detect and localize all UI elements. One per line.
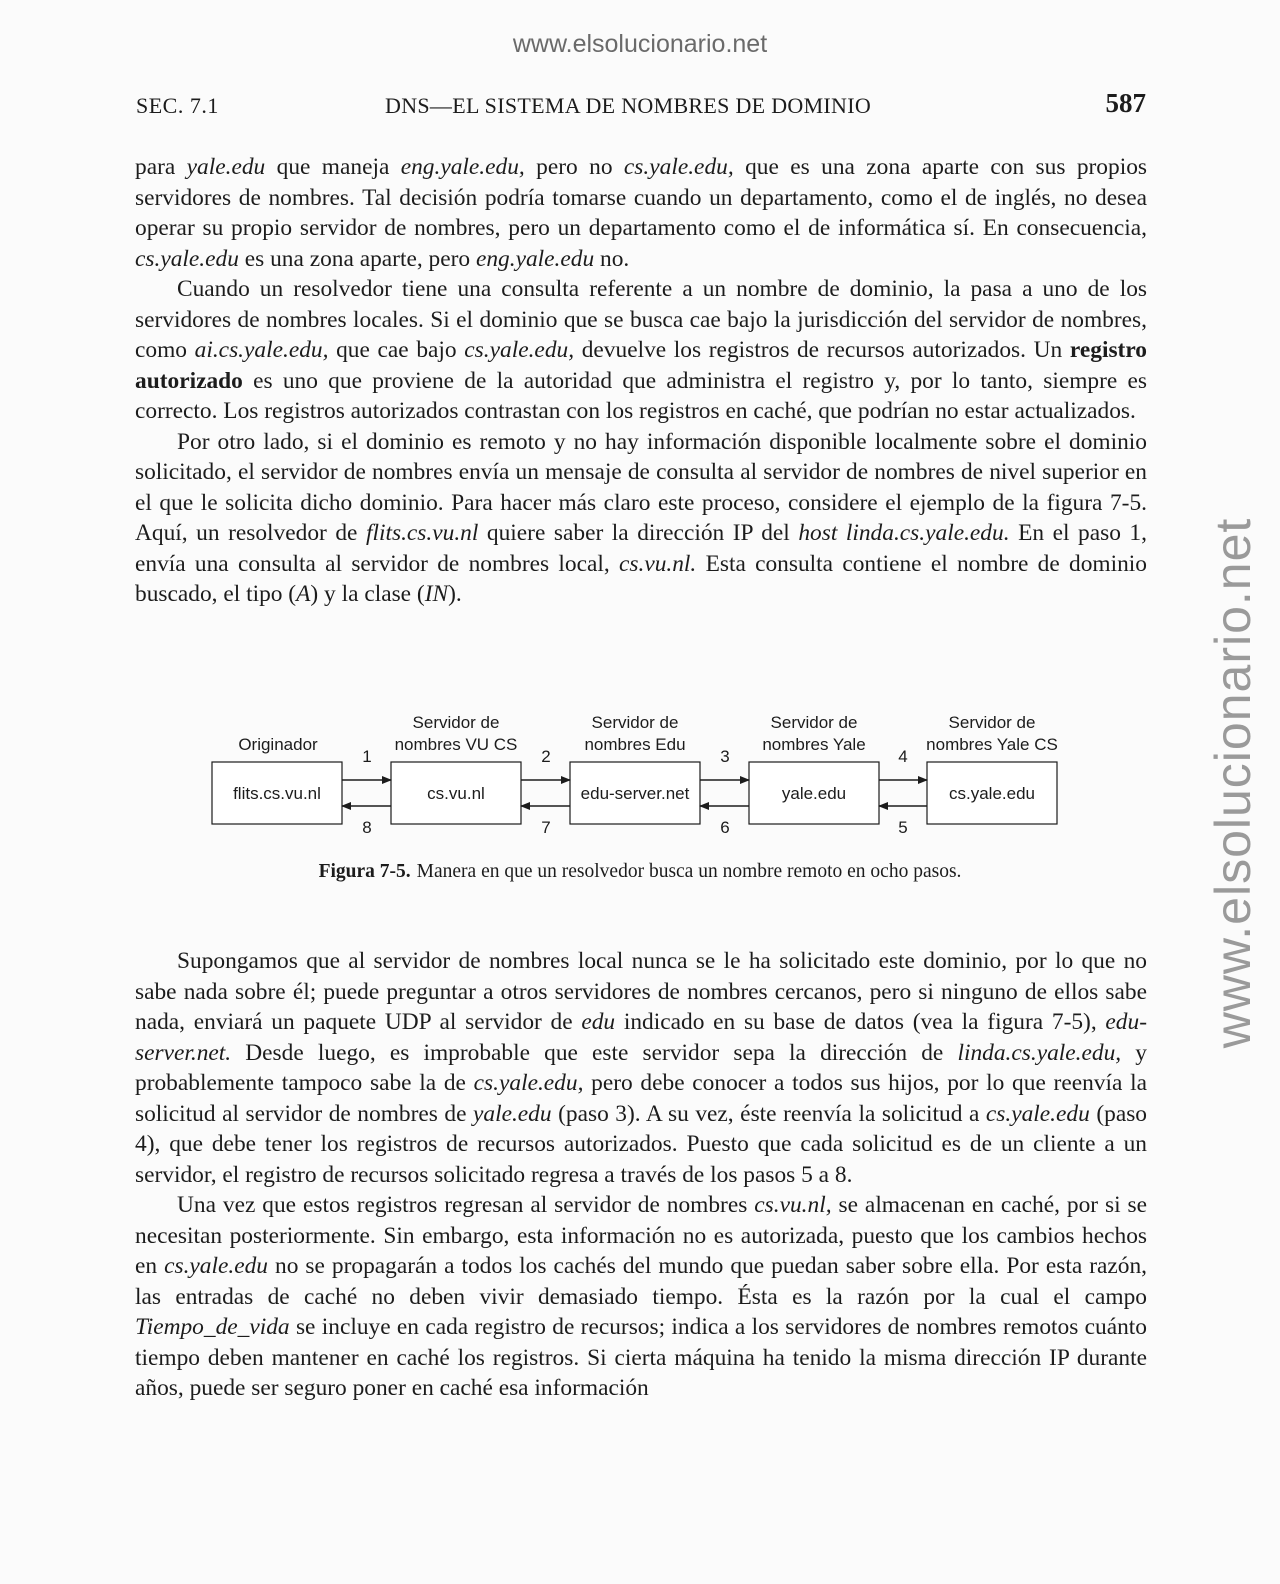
step-number: 1 bbox=[362, 747, 372, 766]
watermark-top: www.elsolucionario.net bbox=[512, 30, 768, 58]
paragraph: Cuando un resolvedor tiene una consulta referente a un nombre de dominio, la pasa a uno de los servidores de nombres locales. Si el dominio que se busca cae bajo la jurisdicción del servidor de nombres, como ai.cs.yale.edu, que cae bajo cs.yale.edu, devuelve los registros de recursos autorizados. Un registro autorizado es uno que proviene de la autoridad que administra el registro y, por lo tanto, siempre es correcto. Los registros autorizados contrastan con los registros en caché, que podrían no estar actualizados. bbox=[135, 276, 1147, 424]
step-number: 2 bbox=[541, 747, 551, 766]
node-label: Servidor de bbox=[412, 713, 500, 732]
node-box bbox=[212, 762, 342, 824]
step-number: 6 bbox=[720, 818, 730, 837]
node-label: nombres Edu bbox=[584, 735, 686, 754]
paragraph: Una vez que estos registros regresan al servidor de nombres cs.vu.nl, se almacenan en caché, por si se necesitan posteriormente. Sin embargo, esta información no es autorizada, puesto que los cambios hechos en cs.yale.edu no se propagarán a todos los cachés del mundo que puedan saber sobre ella. Por esta razón, las entradas de caché no deben vivir demasiado tiempo. Ésta es la razón por la cual el campo Tiempo_de_vida se incluye en cada registro de recursos; indica a los servidores de nombres remotos cuánto tiempo deben mantener en caché los registros. Si cierta máquina ha tenido la misma dirección IP durante años, puede ser seguro poner en caché esa información bbox=[135, 1192, 1148, 1401]
node-box-label: yale.edu bbox=[781, 784, 847, 803]
step-number: 4 bbox=[898, 747, 908, 766]
figure-caption bbox=[0, 861, 1280, 883]
node-box-label: edu-server.net bbox=[580, 784, 690, 803]
figure-caption-label: Figura 7-5. bbox=[318, 861, 411, 882]
node-label: Servidor de bbox=[770, 713, 858, 732]
step-number: 5 bbox=[898, 818, 908, 837]
body-text-top bbox=[135, 152, 1147, 610]
paragraph: Supongamos que al servidor de nombres local nunca se le ha solicitado este dominio, por lo que no sabe nada sobre él; puede preguntar a otros servidores de nombres cercanos, pero si ninguno de ellos sabe nada, enviará un paquete UDP al servidor de edu indicado en su base de datos (vea la figura 7-5), edu-server.net. Desde luego, es improbable que este servidor sepa la dirección de linda.cs.yale.edu, y probablemente tampoco sabe la de cs.yale.edu, pero debe conocer a todos sus hijos, por lo que reenvía la solicitud al servidor de nombres de yale.edu (paso 3). A su vez, éste reenvía la solicitud a cs.yale.edu (paso 4), que debe tener los registros de recursos autorizados. Puesto que cada solicitud es de un cliente a un servidor, el registro de recursos solicitado regresa a través de los pasos 5 a 8. bbox=[135, 948, 1147, 1188]
node-box-label: flits.cs.vu.nl bbox=[233, 784, 321, 803]
node-label: nombres VU CS bbox=[394, 735, 518, 754]
page-number: 587 bbox=[1105, 88, 1146, 118]
node-box-label: cs.vu.nl bbox=[427, 784, 485, 803]
body-text-bottom bbox=[135, 946, 1147, 1404]
node-box-label: cs.yale.edu bbox=[949, 784, 1035, 803]
node-label: Servidor de bbox=[948, 713, 1036, 732]
node-box bbox=[749, 762, 879, 824]
figure-7-5 bbox=[200, 700, 1080, 845]
watermark-side: www.elsolucionario.net bbox=[1205, 517, 1261, 1049]
node-label: Originador bbox=[238, 735, 318, 754]
dns-resolution-diagram bbox=[200, 700, 1080, 845]
step-number: 8 bbox=[362, 818, 372, 837]
node-box bbox=[570, 762, 700, 824]
paragraph: para yale.edu que maneja eng.yale.edu, pero no cs.yale.edu, que es una zona aparte con sus propios servidores de nombres. Tal decisión podría tomarse cuando un departamento, como el de inglés, no desea operar su propio servidor de nombres, pero un departamento como el de informática sí. En consecuencia, cs.yale.edu es una zona aparte, pero eng.yale.edu no. bbox=[135, 154, 1147, 272]
figure-caption-text: Manera en que un resolvedor busca un nombre remoto en ocho pasos. bbox=[416, 861, 962, 882]
running-header-title: DNS—EL SISTEMA DE NOMBRES DE DOMINIO bbox=[385, 93, 872, 118]
node-label: Servidor de bbox=[591, 713, 679, 732]
node-box bbox=[927, 762, 1057, 824]
paragraph: Por otro lado, si el dominio es remoto y no hay información disponible localmente sobre el dominio solicitado, el servidor de nombres envía un mensaje de consulta al servidor de nombres de nivel superior en el que le solicita dicho dominio. Para hacer más claro este proceso, considere el ejemplo de la figura 7-5. Aquí, un resolvedor de flits.cs.vu.nl quiere saber la dirección IP del host linda.cs.yale.edu. En el paso 1, envía una consulta al servidor de nombres local, cs.vu.nl. Esta consulta contiene el nombre de dominio buscado, el tipo (A) y la clase (IN). bbox=[135, 428, 1148, 607]
node-box bbox=[391, 762, 521, 824]
step-number: 7 bbox=[541, 818, 551, 837]
running-header-section: SEC. 7.1 bbox=[136, 93, 219, 118]
node-label: nombres Yale CS bbox=[926, 735, 1058, 754]
step-number: 3 bbox=[720, 747, 730, 766]
node-label: nombres Yale bbox=[762, 735, 866, 754]
